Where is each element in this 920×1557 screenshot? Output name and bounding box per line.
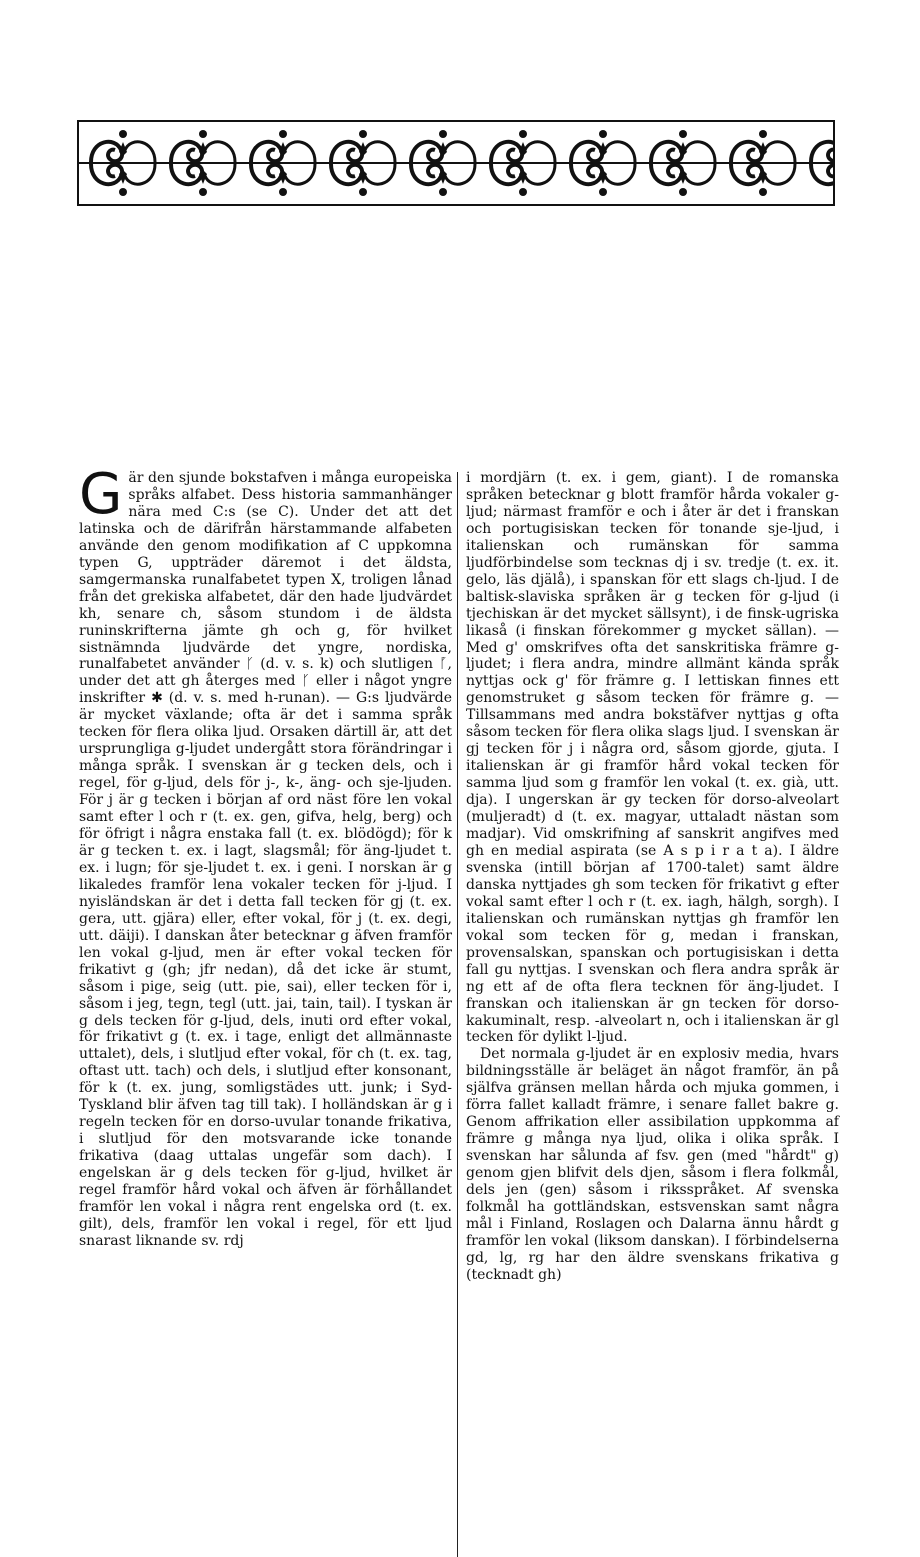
ornamental-band-icon [79, 122, 833, 204]
dropcap-letter: G [79, 462, 123, 527]
right-column [466, 470, 839, 1284]
left-column-text: är den sjunde bokstafven i många europeiska språks alfabet. Dess historia sammanhänger nära med C:s (se C). Under det att det latinska och de därifrån härstammande alfabeten använde den genom modifikation af C uppkomna typen G, uppträder däremot i det äldsta, samgermanska runalfabetet typen X, troligen lånad från det grekiska alfabetet, där den hade ljudvärdet kh, senare ch, såsom stundom i de äldsta runinskrifterna jämte gh och g, för hvilket sistnämnda ljudvärde det yngre, nordiska, runalfabetet använder ᚴ (d. v. s. k) och slutligen ᚵ, under det att gh återges med ᚴ eller i något yngre inskrifter ✱ (d. v. s. med h-runan). — G:s ljudvärde är mycket växlande; ofta är det i samma språk tecken för flera olika ljud. Orsaken därtill är, att det ursprungliga g-ljudet undergått stora förändringar i många språk. I svenskan är g tecken dels, och i regel, för g-ljud, dels för j-, k-, äng- och sje-ljuden. För j är g tecken i början af ord näst före len vokal samt efter l och r (t. ex. gen, gifva, helg, berg) och för öfrigt i några enstaka fall (t. ex. blödögd); för k är g tecken t. ex. i lagt, slagsmål; för äng-ljudet t. ex. i lugn; för sje-ljudet t. ex. i geni. I norskan är g likaledes framför lena vokaler tecken för j-ljud. I nyisländskan är det i detta fall tecken för gj (t. ex. gera, utt. gjära) eller, efter vokal, för j (t. ex. degi, utt. däiji). I danskan åter betecknar g äfven framför len vokal g-ljud, men är efter vokal tecken för frikativt g (gh; jfr nedan), då det icke är stumt, såsom i pige, seig (utt. pie, sai), eller tecken för i, såsom i jeg, tegn, tegl (utt. jai, tain, tail). I tyskan är g dels tecken för g-ljud, dels, inuti ord efter vokal, för frikativt g (t. ex. i tage, enligt det allmännaste uttalet), dels, i slutljud efter vokal, för ch (t. ex. tag, oftast utt. tach) och dels, i slutljud efter konsonant, för k (t. ex. jung, somligstädes utt. junk; i Syd-Tyskland blir äfven tag till tak). I holländskan är g i regeln tecken för en dorso-uvular tonande frikativa, i slutljud för den motsvarande icke tonande frikativa (daag uttalas ungefär som dach). I engelskan är g dels tecken för g-ljud, hvilket är regel framför hård vokal och äfven är förhållandet framför len vokal i några rent engelska ord (t. ex. gilt), dels, framför len vokal i regel, för ett ljud snarast liknande sv. rdj [79, 470, 452, 1249]
header-ornament-band [77, 120, 835, 206]
left-column [79, 462, 452, 1250]
article-paragraph: i mordjärn (t. ex. i gem, giant). I de romanska språken betecknar g blott framför hårda vokaler g-ljud; närmast framför e och i åter är det i franskan och portugisiskan tecken för tonande sje-ljud, i italienskan och rumänskan för samma ljudförbindelse som tecknas dj i sv. tredje (t. ex. it. gelo, läs djälå), i spanskan för ett slags ch-ljud. I de baltisk-slaviska språken är g tecken för g-ljud (i tjechiskan är det mycket sällsynt), i de finsk-ugriska likaså (i finskan förekommer g mycket sällan). — Med g' omskrifves ofta det sanskritiska främre g-ljudet; i flera andra, mindre allmänt kända språk nyttjas ock g' för främre g. I lettiskan finnes ett genomstruket g såsom tecken för främre g. — Tillsammans med andra bokstäfver nyttjas g ofta såsom tecken för flera olika slags ljud. I svenskan är gj tecken för j i några ord, såsom gjorde, gjuta. I italienskan är gi framför hård vokal tecken för samma ljud som g framför len vokal (t. ex. già, utt. dja). I ungerskan är gy tecken för dorso-alveolart (muljeradt) d (t. ex. magyar, uttaladt nästan som madjar). Vid omskrifning af sanskrit angifves med gh en medial aspirata (se A s p i r a t a). I äldre svenska (intill början af 1700-talet) samt äldre danska nyttjades gh som tecken för frikativt g efter vokal samt efter l och r (t. ex. iagh, hälgh, sorgh). I italienskan och rumänskan nyttjas gh framför len vokal som tecken för g, medan i franskan, provensalskan, spanskan och portugisiskan i detta fall gu nyttjas. I svenskan och flera andra språk är ng ett af de ofta flera tecknen för äng-ljudet. I franskan och italienskan är gn tecken för dorso-kakuminalt, resp. -alveolart n, och i italienskan är gl tecken för dylikt l-ljud. [466, 470, 839, 1046]
article-paragraph [79, 462, 452, 1250]
article-paragraph: Det normala g-ljudet är en explosiv media, hvars bildningsställe är beläget än något framför, än på själfva gränsen mellan hårda och mjuka gommen, i förra fallet kalladt främre, i senare fallet bakre g. Genom affrikation eller assibilation uppkomma af främre g många nya ljud, olika i olika språk. I svenskan har sålunda af fsv. gen (med "hårdt" g) genom gjen blifvit dels djen, såsom i flera folkmål, dels jen (gen) såsom i riksspråket. Af svenska folkmål ha gottländskan, estsvenskan samt några mål i Finland, Roslagen och Dalarna ännu hårdt g framför len vokal (liksom danskan). I förbindelserna gd, lg, rg har den äldre svenskans frikativa g (tecknadt gh) [466, 1046, 839, 1283]
column-divider [457, 472, 458, 1557]
